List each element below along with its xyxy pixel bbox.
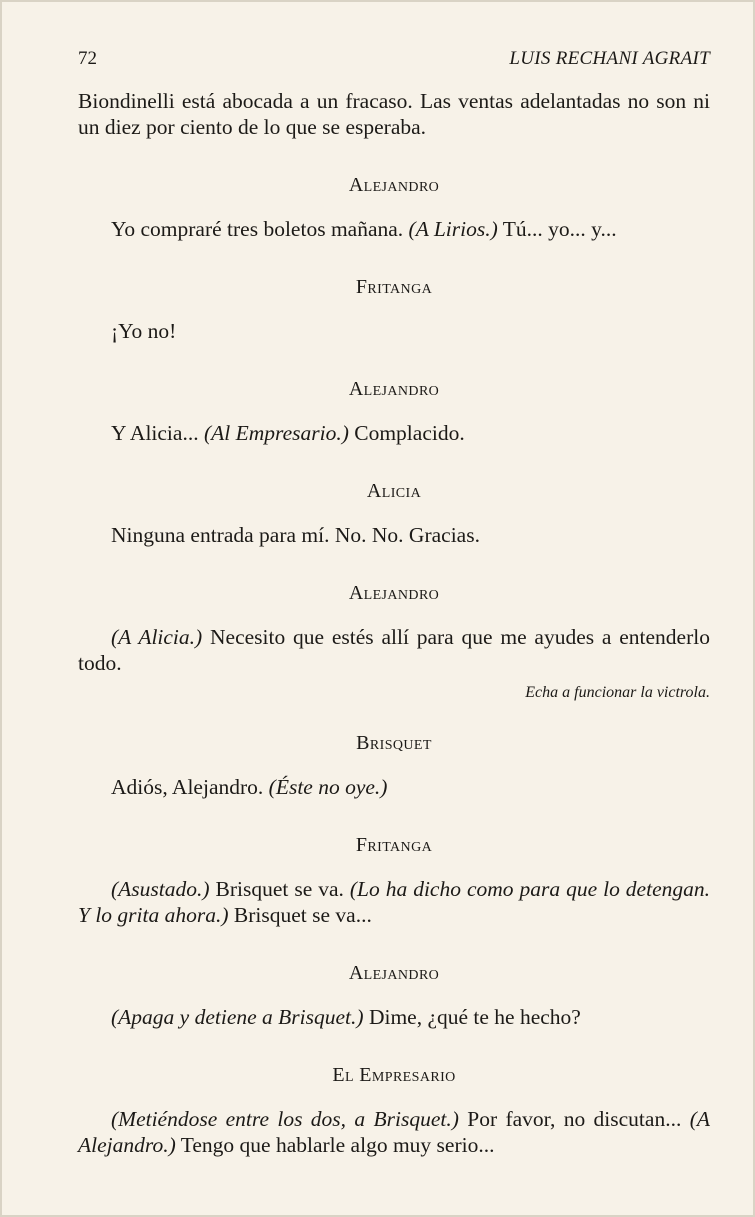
dialogue-text: Brisquet se va... <box>228 903 372 927</box>
speaker-name: Brisquet <box>356 732 432 754</box>
stage-direction-inline: (Asustado.) <box>111 877 210 901</box>
dialogue-line <box>78 1004 710 1030</box>
stage-direction-inline: (Éste no oye.) <box>268 775 388 799</box>
dialogue-text: Dime, ¿qué te he hecho? <box>363 1005 581 1029</box>
speaker-name: Alejandro <box>348 174 440 196</box>
dialogue-text: Brisquet se va. <box>209 877 350 901</box>
speaker-name: El Empresario <box>332 1064 456 1086</box>
dialogue-text: Tú... yo... y... <box>497 217 617 241</box>
stage-direction-inline: (Al Empresario.) <box>203 421 349 445</box>
stage-direction-inline: (Metiéndose entre los dos, a Brisquet.) <box>111 1107 459 1131</box>
stage-direction-inline: (A Alejandro.) <box>78 1107 710 1157</box>
dialogue-line: Ninguna entrada para mí. No. No. Gracias. <box>111 523 480 547</box>
dialogue-line <box>78 774 710 800</box>
dialogue-line: ¡Yo no! <box>111 319 177 343</box>
running-header <box>78 48 710 70</box>
dialogue-line <box>78 624 710 676</box>
speaker-name: Alicia <box>366 480 422 502</box>
opening-paragraph: Biondinelli está abocada a un fracaso. Las ventas adelantadas no son ni un diez por ciento de lo que se esperaba. <box>78 89 710 139</box>
dialogue-text: Adiós, Alejandro. <box>111 775 269 799</box>
stage-direction-inline: (A Alicia.) <box>111 625 203 649</box>
dialogue-text: Tengo que hablarle algo muy serio... <box>175 1133 495 1157</box>
dialogue-text: Y Alicia... <box>111 421 204 445</box>
page-number: 72 <box>78 48 97 69</box>
stage-direction: Echa a funcionar la victrola. <box>525 684 710 701</box>
play-text <box>78 88 710 1158</box>
dialogue-text: Por favor, no discutan... <box>458 1107 690 1131</box>
dialogue-text: Necesito que estés allí para que me ayudes a entenderlo todo. <box>78 625 710 675</box>
speaker-name: Alejandro <box>348 962 440 984</box>
dialogue-text: Yo compraré tres boletos mañana. <box>111 217 409 241</box>
dialogue-line <box>78 1106 710 1158</box>
dialogue-line <box>78 216 710 242</box>
dialogue-line <box>78 876 710 928</box>
speaker-name: Alejandro <box>348 378 440 400</box>
speaker-name: Fritanga <box>355 276 433 298</box>
speaker-name: Fritanga <box>355 834 433 856</box>
running-head-author: LUIS RECHANI AGRAIT <box>509 48 710 69</box>
stage-direction-inline: (Apaga y detiene a Brisquet.) <box>111 1005 364 1029</box>
dialogue-line <box>78 420 710 446</box>
speaker-name: Alejandro <box>348 582 440 604</box>
dialogue-text: Complacido. <box>348 421 465 445</box>
stage-direction-inline: (Lo ha dicho como para que lo detengan. Y lo grita ahora.) <box>78 877 710 927</box>
stage-direction-inline: (A Lirios.) <box>408 217 498 241</box>
